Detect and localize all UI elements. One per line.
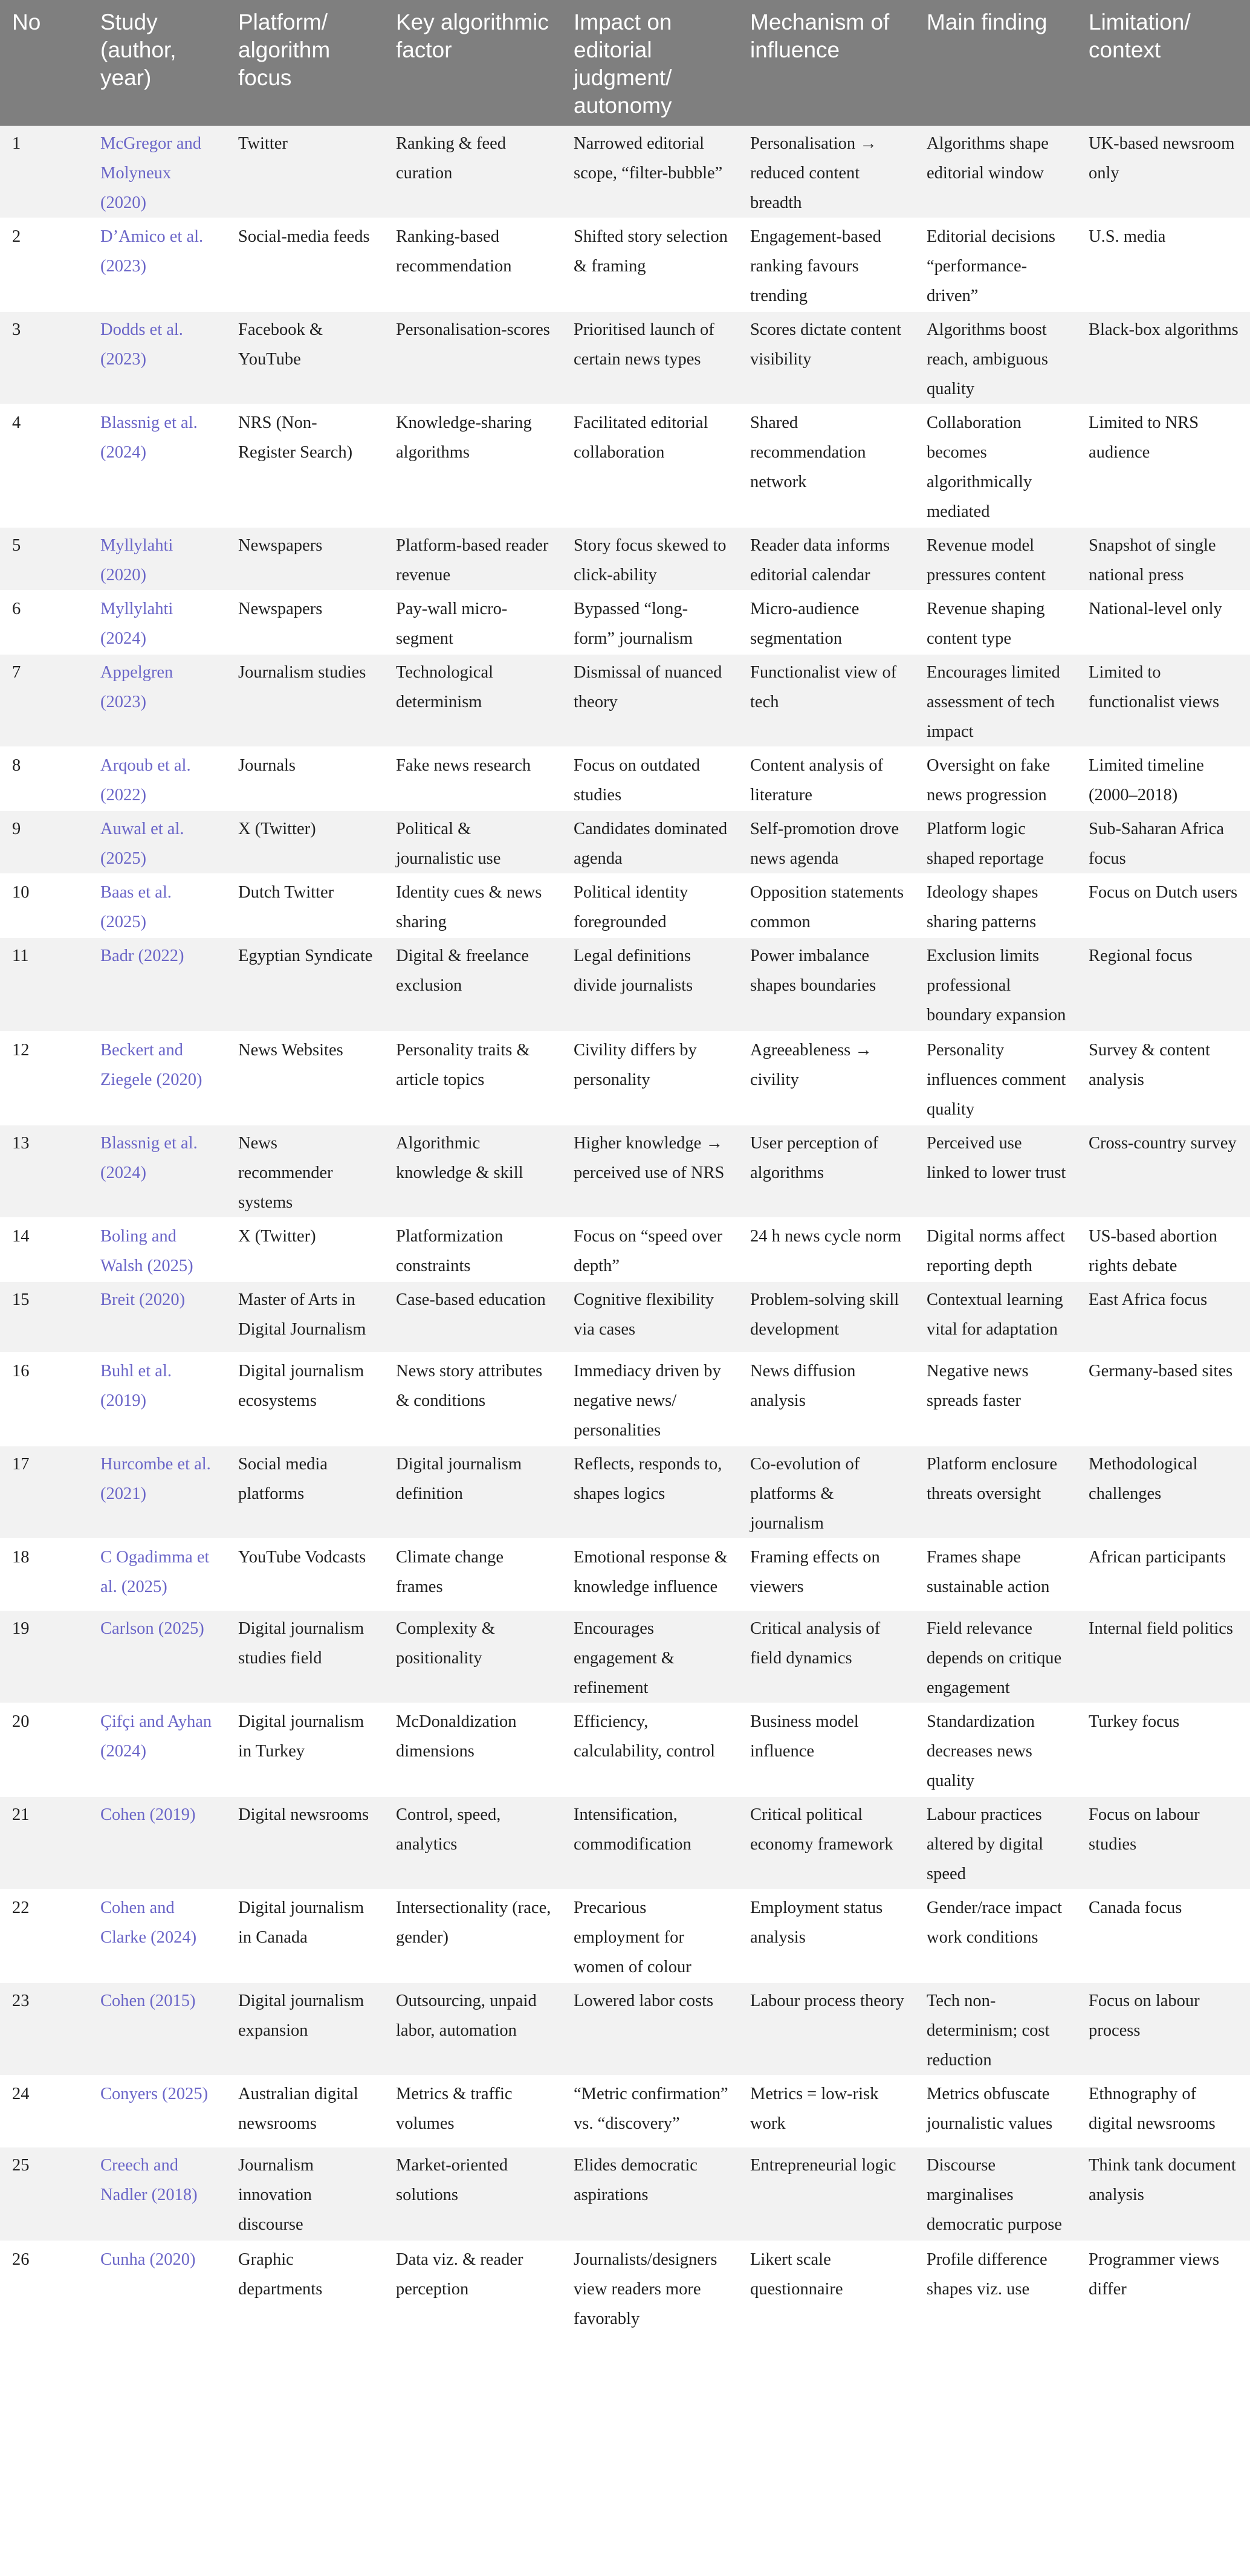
cell-factor: Data viz. & reader perception <box>384 2241 562 2334</box>
cell-factor: Ranking-based recommendation <box>384 218 562 311</box>
cell-factor: Outsourcing, unpaid labor, automation <box>384 1982 562 2076</box>
cell-no: 25 <box>0 2147 88 2241</box>
cell-mechanism: Labour process theory <box>738 1982 915 2076</box>
cell-study[interactable]: Blassnig et al. (2024) <box>88 1125 226 1218</box>
cell-finding: Contextual learning vital for adaptation <box>915 1281 1077 1353</box>
cell-no: 8 <box>0 747 88 811</box>
cell-finding: Personality influences comment quality <box>915 1032 1077 1125</box>
cell-study[interactable]: Boling and Walsh (2025) <box>88 1218 226 1281</box>
cell-impact: Intensification, commodification <box>562 1796 738 1889</box>
cell-mechanism: Personalisation → reduced content breadth <box>738 126 915 218</box>
cell-impact: Legal definitions divide journalists <box>562 937 738 1032</box>
cell-platform: Social-media feeds <box>226 218 384 311</box>
cell-no: 5 <box>0 527 88 591</box>
cell-study[interactable]: Appelgren (2023) <box>88 654 226 747</box>
cell-factor: News story attributes & conditions <box>384 1353 562 1446</box>
cell-mechanism: Self-promotion drove news agenda <box>738 811 915 874</box>
cell-finding: Editorial decisions “performance-driven” <box>915 218 1077 311</box>
cell-finding: Exclusion limits professional boundary expansion <box>915 937 1077 1032</box>
cell-mechanism: 24 h news cycle norm <box>738 1218 915 1281</box>
cell-study[interactable]: C Ogadimma et al. (2025) <box>88 1539 226 1610</box>
cell-mechanism: Opposition statements common <box>738 874 915 937</box>
cell-platform: Egyptian Syndicate <box>226 937 384 1032</box>
cell-finding: Encourages limited assessment of tech impact <box>915 654 1077 747</box>
cell-limitation: Focus on labour process <box>1077 1982 1250 2076</box>
table-row <box>0 1218 1250 1281</box>
cell-limitation: Turkey focus <box>1077 1703 1250 1796</box>
cell-impact: Precarious employment for women of colour <box>562 1889 738 1982</box>
cell-no: 17 <box>0 1446 88 1539</box>
table-row <box>0 1353 1250 1446</box>
cell-factor: Metrics & traffic volumes <box>384 2076 562 2147</box>
header-study: Study (author, year) <box>88 0 226 126</box>
cell-finding: Algorithms boost reach, ambiguous quality <box>915 311 1077 404</box>
cell-impact: Focus on “speed over depth” <box>562 1218 738 1281</box>
cell-limitation: Canada focus <box>1077 1889 1250 1982</box>
cell-finding: Profile difference shapes viz. use <box>915 2241 1077 2334</box>
cell-study[interactable]: Badr (2022) <box>88 937 226 1032</box>
table-row <box>0 654 1250 747</box>
cell-impact: Immediacy driven by negative news/ personalities <box>562 1353 738 1446</box>
cell-factor: Intersectionality (race, gender) <box>384 1889 562 1982</box>
cell-factor: Personalisation-scores <box>384 311 562 404</box>
cell-no: 18 <box>0 1539 88 1610</box>
cell-impact: Higher knowledge → perceived use of NRS <box>562 1125 738 1218</box>
cell-no: 22 <box>0 1889 88 1982</box>
cell-finding: Platform logic shaped reportage <box>915 811 1077 874</box>
cell-mechanism: Engagement-based ranking favours trending <box>738 218 915 311</box>
cell-limitation: Think tank document analysis <box>1077 2147 1250 2241</box>
cell-mechanism: Entrepreneurial logic <box>738 2147 915 2241</box>
cell-finding: Standardization decreases news quality <box>915 1703 1077 1796</box>
cell-study[interactable]: Creech and Nadler (2018) <box>88 2147 226 2241</box>
cell-factor: McDonaldization dimensions <box>384 1703 562 1796</box>
cell-finding: Field relevance depends on critique engagement <box>915 1610 1077 1703</box>
cell-factor: Digital journalism definition <box>384 1446 562 1539</box>
header-limitation: Limitation/ context <box>1077 0 1250 126</box>
cell-limitation: Internal field politics <box>1077 1610 1250 1703</box>
header-impact: Impact on editorial judgment/ autonomy <box>562 0 738 126</box>
cell-impact: Candidates dominated agenda <box>562 811 738 874</box>
table-body <box>0 126 1250 2334</box>
table-row <box>0 591 1250 654</box>
table-row <box>0 2147 1250 2241</box>
cell-mechanism: Micro-audience segmentation <box>738 591 915 654</box>
table-row <box>0 1889 1250 1982</box>
cell-platform: X (Twitter) <box>226 811 384 874</box>
cell-factor: Market-oriented solutions <box>384 2147 562 2241</box>
cell-no: 4 <box>0 404 88 527</box>
cell-finding: Revenue shaping content type <box>915 591 1077 654</box>
cell-platform: Journalism innovation discourse <box>226 2147 384 2241</box>
header-finding: Main finding <box>915 0 1077 126</box>
cell-mechanism: Scores dictate content visibility <box>738 311 915 404</box>
cell-no: 23 <box>0 1982 88 2076</box>
cell-study[interactable]: Cohen and Clarke (2024) <box>88 1889 226 1982</box>
cell-platform: Digital journalism ecosystems <box>226 1353 384 1446</box>
cell-platform: Twitter <box>226 126 384 218</box>
cell-limitation: Focus on labour studies <box>1077 1796 1250 1889</box>
cell-impact: Civility differs by personality <box>562 1032 738 1125</box>
cell-no: 10 <box>0 874 88 937</box>
cell-impact: Political identity foregrounded <box>562 874 738 937</box>
cell-impact: Prioritised launch of certain news types <box>562 311 738 404</box>
cell-study[interactable]: Çifçi and Ayhan (2024) <box>88 1703 226 1796</box>
cell-mechanism: Employment status analysis <box>738 1889 915 1982</box>
cell-factor: Political & journalistic use <box>384 811 562 874</box>
cell-mechanism: Critical political economy framework <box>738 1796 915 1889</box>
cell-limitation: Methodological challenges <box>1077 1446 1250 1539</box>
cell-no: 19 <box>0 1610 88 1703</box>
cell-no: 21 <box>0 1796 88 1889</box>
cell-limitation: U.S. media <box>1077 218 1250 311</box>
cell-impact: Dismissal of nuanced theory <box>562 654 738 747</box>
header-factor: Key algorithmic factor <box>384 0 562 126</box>
header-mechanism: Mechanism of influence <box>738 0 915 126</box>
cell-limitation: US-based abortion rights debate <box>1077 1218 1250 1281</box>
cell-limitation: Programmer views differ <box>1077 2241 1250 2334</box>
cell-no: 11 <box>0 937 88 1032</box>
cell-impact: Bypassed “long-form” journalism <box>562 591 738 654</box>
cell-impact: Emotional response & knowledge influence <box>562 1539 738 1610</box>
cell-mechanism: Reader data informs editorial calendar <box>738 527 915 591</box>
cell-finding: Digital norms affect reporting depth <box>915 1218 1077 1281</box>
cell-no: 20 <box>0 1703 88 1796</box>
cell-finding: Labour practices altered by digital speed <box>915 1796 1077 1889</box>
cell-no: 3 <box>0 311 88 404</box>
cell-platform: X (Twitter) <box>226 1218 384 1281</box>
cell-factor: Platform-based reader revenue <box>384 527 562 591</box>
cell-factor: Pay-wall micro-segment <box>384 591 562 654</box>
cell-factor: Case-based education <box>384 1281 562 1353</box>
cell-platform: Digital journalism in Canada <box>226 1889 384 1982</box>
cell-platform: News Websites <box>226 1032 384 1125</box>
cell-impact: Lowered labor costs <box>562 1982 738 2076</box>
table-row <box>0 1446 1250 1539</box>
table-row <box>0 126 1250 218</box>
cell-impact: Efficiency, calculability, control <box>562 1703 738 1796</box>
cell-finding: Metrics obfuscate journalistic values <box>915 2076 1077 2147</box>
cell-finding: Tech non-determinism; cost reduction <box>915 1982 1077 2076</box>
cell-finding: Gender/race impact work conditions <box>915 1889 1077 1982</box>
cell-mechanism: Shared recommendation network <box>738 404 915 527</box>
cell-factor: Digital & freelance exclusion <box>384 937 562 1032</box>
cell-platform: YouTube Vodcasts <box>226 1539 384 1610</box>
cell-finding: Collaboration becomes algorithmically mediated <box>915 404 1077 527</box>
cell-platform: Digital journalism expansion <box>226 1982 384 2076</box>
cell-mechanism: Likert scale questionnaire <box>738 2241 915 2334</box>
cell-mechanism: Co-evolution of platforms & journalism <box>738 1446 915 1539</box>
cell-impact: Focus on outdated studies <box>562 747 738 811</box>
table-row <box>0 527 1250 591</box>
cell-impact: Narrowed editorial scope, “filter-bubble” <box>562 126 738 218</box>
table-row <box>0 1539 1250 1610</box>
table-row <box>0 1125 1250 1218</box>
cell-study[interactable]: Myllylahti (2024) <box>88 591 226 654</box>
cell-study[interactable]: Baas et al. (2025) <box>88 874 226 937</box>
cell-impact: Encourages engagement & refinement <box>562 1610 738 1703</box>
cell-platform: Journals <box>226 747 384 811</box>
cell-study[interactable]: Hurcombe et al. (2021) <box>88 1446 226 1539</box>
cell-limitation: Limited to functionalist views <box>1077 654 1250 747</box>
cell-finding: Negative news spreads faster <box>915 1353 1077 1446</box>
cell-platform: Newspapers <box>226 591 384 654</box>
cell-mechanism: Agreeableness → civility <box>738 1032 915 1125</box>
cell-limitation: Focus on Dutch users <box>1077 874 1250 937</box>
cell-study[interactable]: Cohen (2015) <box>88 1982 226 2076</box>
cell-finding: Revenue model pressures content <box>915 527 1077 591</box>
cell-platform: NRS (Non-Register Search) <box>226 404 384 527</box>
cell-no: 1 <box>0 126 88 218</box>
table-row <box>0 874 1250 937</box>
cell-limitation: Cross-country survey <box>1077 1125 1250 1218</box>
cell-factor: Knowledge-sharing algorithms <box>384 404 562 527</box>
cell-impact: Journalists/designers view readers more favorably <box>562 2241 738 2334</box>
table-row <box>0 1281 1250 1353</box>
cell-no: 26 <box>0 2241 88 2334</box>
cell-impact: Story focus skewed to click-ability <box>562 527 738 591</box>
cell-factor: Control, speed, analytics <box>384 1796 562 1889</box>
cell-finding: Oversight on fake news progression <box>915 747 1077 811</box>
cell-finding: Platform enclosure threats oversight <box>915 1446 1077 1539</box>
cell-no: 9 <box>0 811 88 874</box>
cell-platform: Graphic departments <box>226 2241 384 2334</box>
table-row <box>0 218 1250 311</box>
cell-platform: Journalism studies <box>226 654 384 747</box>
cell-study[interactable]: Cunha (2020) <box>88 2241 226 2334</box>
cell-study[interactable]: D’Amico et al. (2023) <box>88 218 226 311</box>
cell-platform: News recommender systems <box>226 1125 384 1218</box>
cell-finding: Discourse marginalises democratic purpose <box>915 2147 1077 2241</box>
cell-limitation: East Africa focus <box>1077 1281 1250 1353</box>
cell-study[interactable]: Carlson (2025) <box>88 1610 226 1703</box>
cell-limitation: Regional focus <box>1077 937 1250 1032</box>
cell-factor: Technological determinism <box>384 654 562 747</box>
cell-no: 6 <box>0 591 88 654</box>
cell-study[interactable]: Breit (2020) <box>88 1281 226 1353</box>
cell-platform: Digital journalism studies field <box>226 1610 384 1703</box>
cell-factor: Fake news research <box>384 747 562 811</box>
cell-limitation: African participants <box>1077 1539 1250 1610</box>
cell-platform: Dutch Twitter <box>226 874 384 937</box>
cell-no: 15 <box>0 1281 88 1353</box>
cell-impact: Cognitive flexibility via cases <box>562 1281 738 1353</box>
cell-study[interactable]: Cohen (2019) <box>88 1796 226 1889</box>
cell-no: 24 <box>0 2076 88 2147</box>
cell-factor: Platformization constraints <box>384 1218 562 1281</box>
cell-no: 12 <box>0 1032 88 1125</box>
cell-study[interactable]: Auwal et al. (2025) <box>88 811 226 874</box>
cell-no: 14 <box>0 1218 88 1281</box>
cell-platform: Social media platforms <box>226 1446 384 1539</box>
cell-impact: Elides democratic aspirations <box>562 2147 738 2241</box>
cell-limitation: UK-based newsroom only <box>1077 126 1250 218</box>
cell-study[interactable]: Myllylahti (2020) <box>88 527 226 591</box>
cell-limitation: Survey & content analysis <box>1077 1032 1250 1125</box>
cell-finding: Frames shape sustainable action <box>915 1539 1077 1610</box>
cell-study[interactable]: Buhl et al. (2019) <box>88 1353 226 1446</box>
table-row <box>0 2241 1250 2334</box>
cell-mechanism: Problem-solving skill development <box>738 1281 915 1353</box>
cell-mechanism: Metrics = low-risk work <box>738 2076 915 2147</box>
cell-mechanism: Content analysis of literature <box>738 747 915 811</box>
cell-study[interactable]: Conyers (2025) <box>88 2076 226 2147</box>
header-platform: Platform/ algorithm focus <box>226 0 384 126</box>
cell-limitation: Ethnography of digital newsrooms <box>1077 2076 1250 2147</box>
cell-impact: Facilitated editorial collaboration <box>562 404 738 527</box>
table-row <box>0 1982 1250 2076</box>
cell-factor: Climate change frames <box>384 1539 562 1610</box>
cell-limitation: Snapshot of single national press <box>1077 527 1250 591</box>
cell-study[interactable]: Beckert and Ziegele (2020) <box>88 1032 226 1125</box>
header-no: No <box>0 0 88 126</box>
cell-no: 16 <box>0 1353 88 1446</box>
cell-finding: Perceived use linked to lower trust <box>915 1125 1077 1218</box>
table-header-row <box>0 0 1250 126</box>
cell-limitation: Germany-based sites <box>1077 1353 1250 1446</box>
table-row <box>0 311 1250 404</box>
cell-mechanism: Critical analysis of field dynamics <box>738 1610 915 1703</box>
cell-no: 13 <box>0 1125 88 1218</box>
cell-study[interactable]: Arqoub et al. (2022) <box>88 747 226 811</box>
cell-mechanism: Framing effects on viewers <box>738 1539 915 1610</box>
cell-platform: Digital newsrooms <box>226 1796 384 1889</box>
cell-platform: Facebook & YouTube <box>226 311 384 404</box>
cell-limitation: National-level only <box>1077 591 1250 654</box>
cell-factor: Ranking & feed curation <box>384 126 562 218</box>
table-row <box>0 2076 1250 2147</box>
cell-platform: Australian digital newsrooms <box>226 2076 384 2147</box>
cell-mechanism: News diffusion analysis <box>738 1353 915 1446</box>
cell-limitation: Sub-Saharan Africa focus <box>1077 811 1250 874</box>
cell-no: 2 <box>0 218 88 311</box>
table-row <box>0 1703 1250 1796</box>
cell-limitation: Black-box algorithms <box>1077 311 1250 404</box>
cell-study[interactable]: Dodds et al. (2023) <box>88 311 226 404</box>
cell-impact: Reflects, responds to, shapes logics <box>562 1446 738 1539</box>
cell-mechanism: Functionalist view of tech <box>738 654 915 747</box>
cell-platform: Master of Arts in Digital Journalism <box>226 1281 384 1353</box>
table-row <box>0 1796 1250 1889</box>
cell-mechanism: User perception of algorithms <box>738 1125 915 1218</box>
cell-factor: Identity cues & news sharing <box>384 874 562 937</box>
cell-limitation: Limited to NRS audience <box>1077 404 1250 527</box>
cell-platform: Newspapers <box>226 527 384 591</box>
cell-finding: Ideology shapes sharing patterns <box>915 874 1077 937</box>
cell-impact: “Metric confirmation” vs. “discovery” <box>562 2076 738 2147</box>
cell-factor: Algorithmic knowledge & skill <box>384 1125 562 1218</box>
cell-mechanism: Business model influence <box>738 1703 915 1796</box>
table-row <box>0 747 1250 811</box>
cell-factor: Personality traits & article topics <box>384 1032 562 1125</box>
cell-finding: Algorithms shape editorial window <box>915 126 1077 218</box>
cell-study[interactable]: McGregor and Molyneux (2020) <box>88 126 226 218</box>
table-row <box>0 1032 1250 1125</box>
cell-no: 7 <box>0 654 88 747</box>
table-row <box>0 811 1250 874</box>
cell-factor: Complexity & positionality <box>384 1610 562 1703</box>
cell-impact: Shifted story selection & framing <box>562 218 738 311</box>
table-row <box>0 404 1250 527</box>
cell-limitation: Limited timeline (2000–2018) <box>1077 747 1250 811</box>
table-row <box>0 1610 1250 1703</box>
cell-platform: Digital journalism in Turkey <box>226 1703 384 1796</box>
table-row <box>0 937 1250 1032</box>
cell-study[interactable]: Blassnig et al. (2024) <box>88 404 226 527</box>
cell-mechanism: Power imbalance shapes boundaries <box>738 937 915 1032</box>
